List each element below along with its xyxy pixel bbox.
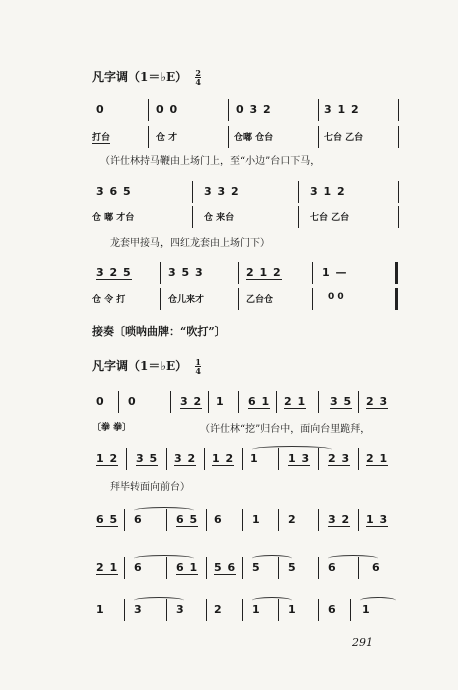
percussion-syllables: 七台 乙台	[310, 213, 350, 223]
slur-mark	[328, 555, 378, 562]
measure: 2	[288, 513, 297, 526]
bar-line	[242, 448, 243, 470]
measure: 1	[216, 395, 225, 408]
bar-line	[208, 391, 209, 413]
time-signature-2: $\frac{1}{4}$	[195, 357, 201, 376]
bar-line	[124, 557, 125, 579]
measure: 6	[328, 561, 337, 574]
bar-line	[238, 262, 239, 284]
bar-line	[350, 599, 351, 621]
bar-line	[278, 448, 279, 470]
measure: 1	[252, 513, 261, 526]
measure: 3 2	[328, 513, 351, 526]
bar-line	[166, 448, 167, 470]
percussion-syllables: 七台 乙台	[324, 133, 364, 143]
bar-line	[206, 599, 207, 621]
notation-row-5	[92, 452, 402, 472]
bar-line	[398, 181, 399, 203]
stage-direction-1: （许仕林持马鞭由上场门上，至“小边”台口下马，	[100, 156, 321, 167]
notation-row-7	[92, 561, 402, 581]
bar-line	[118, 391, 119, 413]
notation-row-4	[92, 395, 402, 415]
percussion-syllables: 仓 嘟 才台	[92, 213, 135, 223]
measure: 3 1 2	[324, 103, 360, 116]
measure: 5	[252, 561, 261, 574]
measure: 1	[288, 603, 297, 616]
measure: 2	[214, 603, 223, 616]
measure: 6	[214, 513, 223, 526]
measure: 1 2	[96, 452, 119, 465]
measure: 3	[134, 603, 143, 616]
measure: 3 5	[136, 452, 159, 465]
bar-line	[204, 448, 205, 470]
bar-line	[278, 509, 279, 531]
bar-line	[124, 599, 125, 621]
bar-line	[160, 288, 161, 310]
bar-line	[206, 509, 207, 531]
measure: 1 —	[322, 266, 348, 279]
percussion-syllables: 乙台仓	[246, 295, 274, 305]
bar-line	[318, 99, 319, 121]
measure: 1 2	[212, 452, 235, 465]
percussion-syllables: 0 0	[328, 292, 344, 302]
measure: 6	[134, 513, 143, 526]
percussion-row-2	[92, 210, 402, 230]
bar-line	[148, 99, 149, 121]
measure: 1	[250, 452, 259, 465]
measure: 3 5	[330, 395, 353, 408]
bar-line	[242, 599, 243, 621]
measure: 2 1	[284, 395, 307, 408]
bar-line	[358, 557, 359, 579]
bar-line	[398, 99, 399, 121]
key-signature-1: 凡字调（1＝♭E） $\frac{2}{4}$	[92, 68, 201, 87]
measure: 1	[96, 603, 105, 616]
measure: 2 1 2	[246, 266, 282, 279]
bar-line	[312, 288, 313, 310]
measure: 3 3 2	[204, 185, 240, 198]
notation-row-2	[92, 185, 402, 205]
bar-line	[318, 557, 319, 579]
bar-line	[166, 509, 167, 531]
bar-line	[242, 509, 243, 531]
measure: 3 2	[180, 395, 203, 408]
bar-line	[318, 391, 319, 413]
measure: 6	[372, 561, 381, 574]
bar-line	[170, 391, 171, 413]
bar-line	[298, 206, 299, 228]
measure: 3 1 2	[310, 185, 346, 198]
measure: 0	[96, 395, 105, 408]
bar-line	[298, 181, 299, 203]
measure: 2 3	[328, 452, 351, 465]
bar-line	[318, 509, 319, 531]
measure: 3 5 3	[168, 266, 204, 279]
percussion-syllables: 仓 令 打	[92, 295, 126, 305]
percussion-row-1	[92, 130, 402, 150]
percussion-syllables: 仓儿来才	[168, 295, 205, 305]
measure: 0	[128, 395, 137, 408]
measure: 3	[176, 603, 185, 616]
measure: 0 0	[156, 103, 179, 116]
measure: 3 2	[174, 452, 197, 465]
notation-row-3	[92, 266, 402, 286]
notation-row-8	[92, 603, 402, 623]
stage-direction-2: 龙套甲接马，四红龙套由上场门下）	[110, 238, 270, 249]
measure: 6 1	[248, 395, 271, 408]
bar-line	[192, 181, 193, 203]
bar-line	[148, 126, 149, 148]
bar-line	[166, 599, 167, 621]
percussion-row-3	[92, 292, 402, 312]
bar-line	[318, 126, 319, 148]
notation-row-1	[92, 103, 402, 123]
measure: 1	[362, 603, 371, 616]
percussion-syllables: 仓嘟 仓台	[234, 133, 274, 143]
bar-line	[276, 391, 277, 413]
measure: 3 2 5	[96, 266, 132, 279]
bar-line	[358, 509, 359, 531]
key-signature-2: 凡字调（1＝♭E） $\frac{1}{4}$	[92, 357, 201, 376]
bar-line	[124, 509, 125, 531]
measure: 1 3	[288, 452, 311, 465]
slur-mark	[252, 555, 292, 562]
measure: 1 3	[366, 513, 389, 526]
measure: 6	[134, 561, 143, 574]
measure: 6 1	[176, 561, 199, 574]
bar-line	[160, 262, 161, 284]
bar-line	[238, 391, 239, 413]
measure: 2 1	[366, 452, 389, 465]
slur-mark	[360, 597, 396, 604]
bar-line	[398, 206, 399, 228]
measure: 6	[328, 603, 337, 616]
percussion-syllables: 仓 来台	[204, 213, 235, 223]
measure: 2 1	[96, 561, 119, 574]
bar-line	[395, 262, 398, 284]
bar-line	[238, 288, 239, 310]
measure: 6 5	[176, 513, 199, 526]
bar-line	[242, 557, 243, 579]
measure: 2 3	[366, 395, 389, 408]
notation-row-6	[92, 513, 402, 533]
bar-line	[228, 126, 229, 148]
measure: 3 6 5	[96, 185, 132, 198]
measure: 1	[252, 603, 261, 616]
bar-line	[318, 448, 319, 470]
measure: 5 6	[214, 561, 237, 574]
stage-direction-3: （许仕林“挖”归台中，面向台里跪拜，	[200, 424, 371, 435]
bar-line	[278, 599, 279, 621]
bar-line	[206, 557, 207, 579]
section-title: 接奏〔唢呐曲牌：“吹打”〕	[92, 325, 226, 338]
measure: 5	[288, 561, 297, 574]
bar-line	[358, 391, 359, 413]
percussion-syllables: 打台	[92, 130, 110, 144]
bar-line	[278, 557, 279, 579]
page-number: 291	[352, 636, 373, 649]
bar-line	[228, 99, 229, 121]
percussion-syllables: 仓 才	[156, 133, 178, 143]
stage-direction-4: 拜毕转面向前台）	[110, 482, 190, 493]
time-signature-1: $\frac{2}{4}$	[195, 68, 201, 87]
bar-line	[398, 126, 399, 148]
bar-line	[166, 557, 167, 579]
slur-mark	[252, 597, 292, 604]
bar-line	[395, 288, 398, 310]
percussion-syllables: 〔拳 拳〕	[92, 423, 132, 433]
measure: 0 3 2	[236, 103, 272, 116]
measure: 6 5	[96, 513, 119, 526]
bar-line	[318, 599, 319, 621]
measure: 0	[96, 103, 105, 116]
bar-line	[126, 448, 127, 470]
bar-line	[192, 206, 193, 228]
bar-line	[358, 448, 359, 470]
bar-line	[312, 262, 313, 284]
